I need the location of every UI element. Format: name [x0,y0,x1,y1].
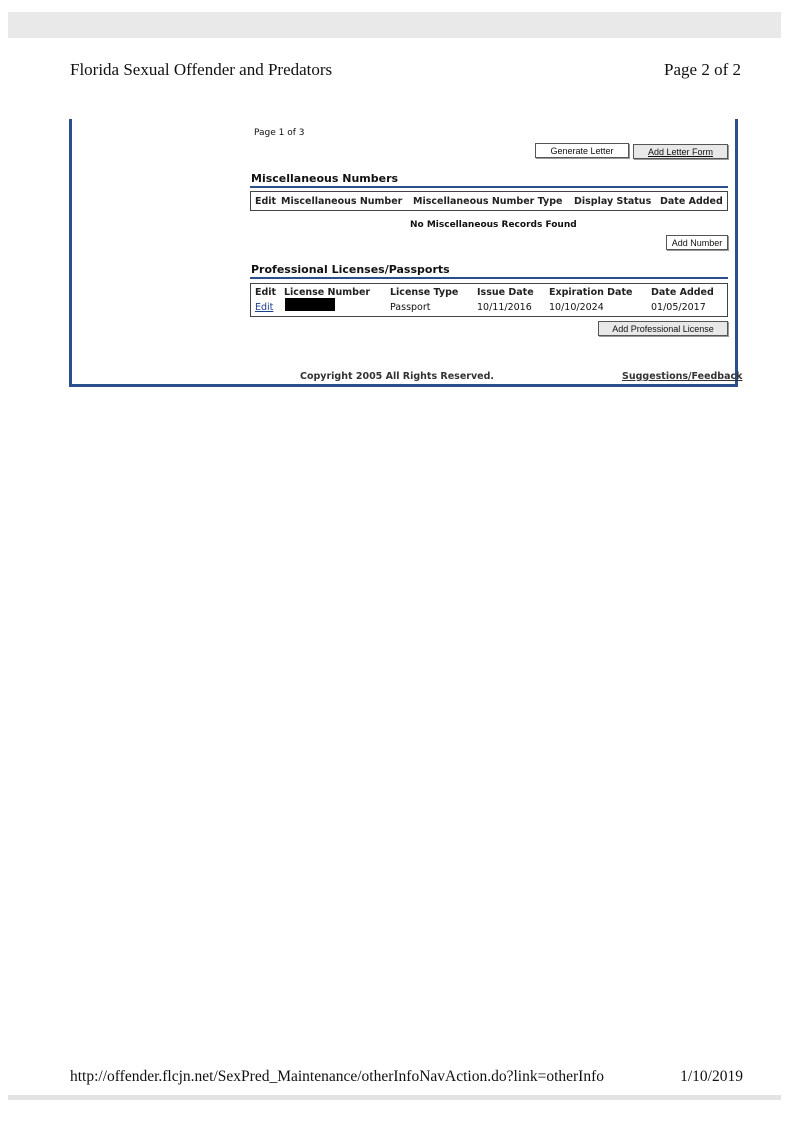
misc-numbers-title: Miscellaneous Numbers [251,172,399,185]
misc-numbers-rule [250,186,728,188]
professional-licenses-title: Professional Licenses/Passports [251,263,450,276]
misc-col-type: Miscellaneous Number Type [413,196,563,207]
print-header-page-number: Page 2 of 2 [664,60,741,79]
scan-bottom-band [8,1095,781,1100]
license-col-date-added: Date Added [651,287,714,298]
misc-empty-message: No Miscellaneous Records Found [410,220,577,230]
license-col-number: License Number [284,287,371,298]
license-row-type: Passport [390,302,431,313]
add-number-button[interactable]: Add Number [666,235,728,250]
misc-col-date-added: Date Added [660,196,723,207]
license-row-issue-date: 10/11/2016 [477,302,532,313]
add-letter-form-button[interactable]: Add Letter Form [633,144,728,159]
print-header-title: Florida Sexual Offender and Predators [70,60,333,79]
professional-licenses-rule [250,277,728,279]
license-col-expiration-date: Expiration Date [549,287,633,298]
misc-col-display-status: Display Status [574,196,652,207]
suggestions-feedback-link[interactable]: Suggestions/Feedback [622,371,743,382]
misc-col-number: Miscellaneous Number [281,196,403,207]
add-professional-license-button[interactable]: Add Professional License [598,321,728,336]
license-col-type: License Type [390,287,459,298]
misc-numbers-table [250,191,728,211]
copyright-text: Copyright 2005 All Rights Reserved. [300,371,494,382]
license-col-issue-date: Issue Date [477,287,534,298]
page-indicator: Page 1 of 3 [254,128,305,138]
license-row-expiration-date: 10/10/2024 [549,302,604,313]
license-row-edit-link[interactable]: Edit [255,302,274,313]
print-footer-date: 1/10/2019 [680,1068,743,1085]
generate-letter-button[interactable]: Generate Letter [535,143,629,158]
license-row-date-added: 01/05/2017 [651,302,706,313]
license-col-edit: Edit [255,287,277,298]
scan-top-band [8,12,781,38]
misc-col-edit: Edit [255,196,277,207]
redacted-license-number [285,298,335,311]
content-frame [69,119,738,387]
print-footer-url: http://offender.flcjn.net/SexPred_Maintenance/otherInfoNavAction.do?link=otherInfo [70,1068,605,1085]
